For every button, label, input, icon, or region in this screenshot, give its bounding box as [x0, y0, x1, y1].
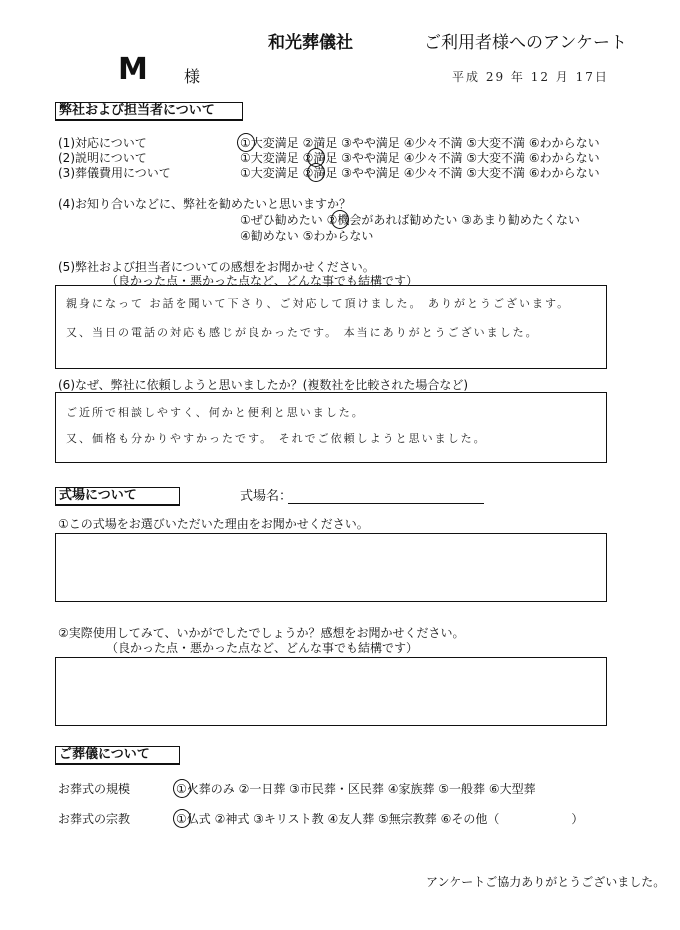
customer-initial: M	[118, 52, 148, 87]
q4-options-line1: ①ぜひ勧めたい ②機会があれば勧めたい ③あまり勧めたくない	[240, 213, 580, 227]
venue-q2-answer-box[interactable]	[55, 657, 607, 726]
form-title: ご利用者様へのアンケート	[424, 33, 627, 53]
funeral-scale-selected-circle	[173, 779, 191, 798]
section-title-company: 弊社および担当者について	[55, 102, 243, 121]
q5-answer-line1: 親身になって お話を聞いて下さり、ご対応して頂けました。 ありがとうございます。	[66, 297, 571, 310]
q3-selected-circle	[307, 163, 325, 182]
q4-options-line2: ④勧めない ⑤わからない	[240, 229, 374, 243]
venue-q1-label: ①この式場をお選びいただいた理由をお聞かせください。	[58, 517, 369, 531]
q5-answer-box[interactable]	[55, 285, 607, 369]
q4-selected-circle	[331, 210, 349, 229]
funeral-religion-options: ①仏式 ②神式 ③キリスト教 ④友人葬 ⑤無宗教葬 ⑥その他（ ）	[176, 812, 584, 826]
venue-q2-label: ②実際使用してみて、いかがでしたでしょうか？感想をお聞かせください。	[58, 626, 465, 640]
company-name: 和光葬儀社	[268, 33, 353, 53]
venue-q1-answer-box[interactable]	[55, 533, 607, 602]
q6-label: (6)なぜ、弊社に依頼しようと思いましたか？(複数社を比較された場合など)	[58, 378, 469, 392]
q2-options: ①大変満足 ②満足 ③やや満足 ④少々不満 ⑤大変不満 ⑥わからない	[240, 151, 600, 165]
venue-q2-note: （良かった点・悪かった点など、どんな事でも結構です）	[106, 641, 419, 655]
venue-name-label: 式場名：	[240, 489, 293, 504]
funeral-religion-label: お葬式の宗教	[58, 812, 131, 826]
q6-answer-box[interactable]	[55, 392, 607, 463]
q5-note: （良かった点・悪かった点など、どんな事でも結構です）	[106, 274, 419, 288]
q3-options: ①大変満足 ②満足 ③やや満足 ④少々不満 ⑤大変不満 ⑥わからない	[240, 166, 600, 180]
q5-label: (5)弊社および担当者についての感想をお聞かせください。	[58, 260, 375, 274]
q3-label: (3)葬儀費用について	[58, 166, 171, 180]
q5-answer-line2: 又、当日の電話の対応も感じが良かったです。 本当にありがとうございました。	[66, 326, 539, 339]
section-title-venue: 式場について	[55, 487, 180, 506]
date-handwritten: 平成 29 年 12 月 17日	[452, 70, 609, 84]
funeral-religion-selected-circle	[173, 809, 191, 828]
q1-options: ①大変満足 ②満足 ③やや満足 ④少々不満 ⑤大変不満 ⑥わからない	[240, 136, 600, 150]
q4-label: (4)お知り合いなどに、弊社を勧めたいと思いますか？	[58, 197, 352, 211]
q6-answer-line1: ご近所で相談しやすく、何かと便利と思いました。	[66, 406, 365, 419]
section-title-funeral: ご葬儀について	[55, 746, 180, 765]
footer-thanks: アンケートご協力ありがとうございました。	[426, 875, 666, 889]
q2-label: (2)説明について	[58, 151, 147, 165]
customer-honorific: 様	[184, 67, 201, 86]
venue-name-field[interactable]	[288, 502, 484, 504]
funeral-scale-options: ①火葬のみ ②一日葬 ③市民葬・区民葬 ④家族葬 ⑤一般葬 ⑥大型葬	[176, 782, 536, 796]
q6-answer-line2: 又、価格も分かりやすかったです。 それでご依頼しようと思いました。	[66, 432, 487, 445]
funeral-scale-label: お葬式の規模	[58, 782, 131, 796]
q1-label: (1)対応について	[58, 136, 147, 150]
